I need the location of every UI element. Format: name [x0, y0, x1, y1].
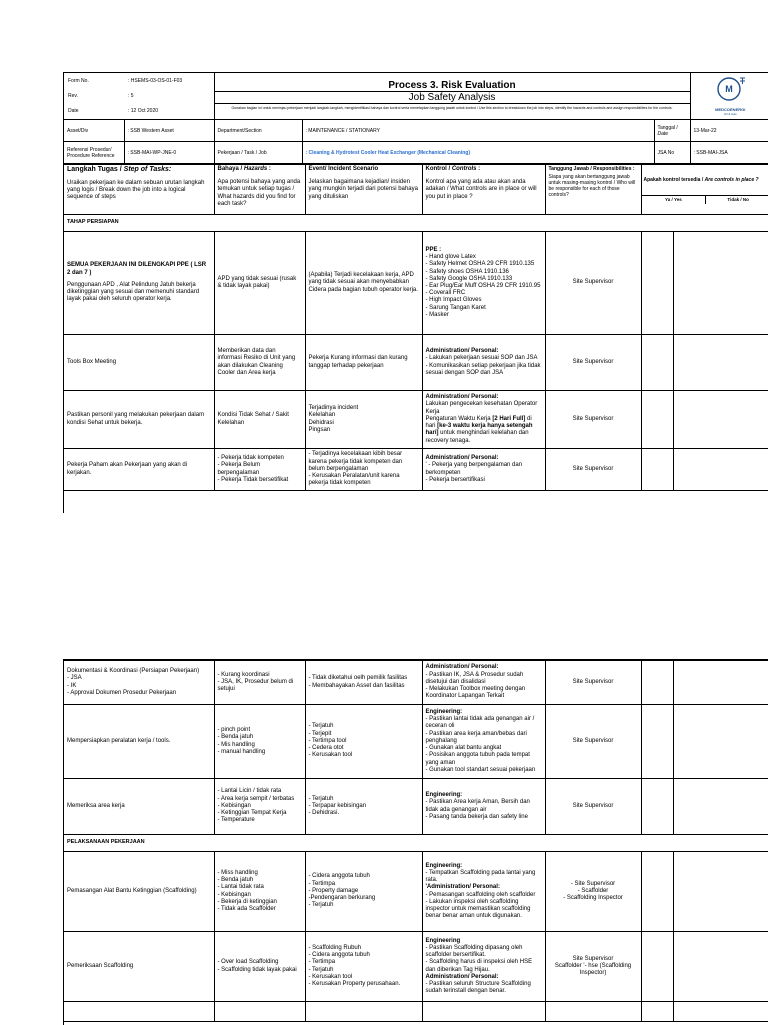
step-cell: Dokumentasi & Koordinasi (Persiapan Pekerjaan) - JSA - IK - Approval Dokumen Prosedur Pekerjaan: [64, 661, 214, 705]
no-cell[interactable]: [673, 661, 768, 705]
date-label: Date: [68, 108, 79, 115]
col-step-header: Langkah Tugas / Step of Tasks: Uraikan pekerjaan ke dalam sebuan urutan langkah yang logis / Break down the job into a logical sequence of steps: [64, 165, 214, 215]
no-cell[interactable]: [673, 1002, 768, 1022]
procedure-ref-label: Referensi Prosedur/ Procedure Reference: [64, 142, 124, 164]
date-field-value: 13-Mar-22: [690, 120, 768, 142]
responsibility-cell: Site Supervisor Scaffolder '- hse (Scaffolding Inspector): [545, 932, 641, 1002]
jsa-table-continued: [64, 660, 768, 1022]
rev-value: : 5: [128, 92, 134, 99]
no-cell[interactable]: [673, 391, 768, 449]
event-cell: Terjadinya incident Kelelahan Dehidrasi Pingsan: [305, 391, 422, 449]
event-cell: (Apabila) Terjadi kecelakaan kerja, APD yang tidak sesuai akan menyebabkan Cidera pada bagian tubuh operator kerja.: [305, 232, 422, 335]
table-row: [64, 705, 768, 779]
jsa-page-1: [63, 72, 768, 513]
yes-cell[interactable]: [641, 335, 673, 391]
task-label: Pekerjaan / Task / Job: [214, 142, 302, 164]
jsa-table: [64, 164, 768, 491]
jsa-no-label: JSA No: [654, 142, 690, 164]
hazard-cell: - Kurang koordinasi - JSA, IK, Prosedur belum di setujui: [214, 661, 305, 705]
yes-cell[interactable]: [641, 449, 673, 491]
hazard-cell: - pinch point - Benda jatuh - Mis handling - manual handling: [214, 705, 305, 779]
responsibility-cell: [545, 1002, 641, 1022]
medco-logo-icon: [712, 76, 748, 102]
control-cell: Engineering: - Pastikan Area kerja Aman, Bersih dan tidak ada genangan air - Pasang tanda bekerja dan safety line: [422, 779, 545, 835]
responsibility-cell: Site Supervisor: [545, 232, 641, 335]
event-cell: - Tidak diketahui oelh pemilik fasilitas - Membahayakan Asset dan fasilitas: [305, 661, 422, 705]
hazard-cell: APD yang tidak sesuai (rusak & tidak layak pakai): [214, 232, 305, 335]
page-description: Gunakan bagian ini untuk meninjau pekerjaan menjadi langkah-langkah, mengidentifikasi bahaya dan kontrol serta menetapkan tanggung jawab untuk kontrol / Use this section to breakdown the job into steps, identify the hazards and controls and assign responsibilities for the controls.: [231, 105, 673, 110]
col-control-header: Kontrol / Controls : Kontrol apa yang ada atau akan anda adakan / What controls are in place or will you put in place ?: [422, 165, 545, 215]
asset-value: : SSB Western Asset: [124, 120, 214, 142]
step-cell: Pemasangan Alat Bantu Ketinggian (Scaffolding): [64, 852, 214, 932]
col-hazard-header: Bahaya / Hazards : Apa potensi bahaya yang anda temukan untuk setiap tugas / What hazards did you find for each task?: [214, 165, 305, 215]
task-value: : Cleaning & Hydrotest Cooler Heat Exchanger (Mechanical Cleaning): [302, 142, 654, 164]
table-row: [64, 661, 768, 705]
no-cell[interactable]: [673, 705, 768, 779]
svg-text:M: M: [725, 84, 733, 94]
event-cell: - Terjatuh - Terpapar kebisingan - Dehidrasi.: [305, 779, 422, 835]
table-row: [64, 391, 768, 449]
responsibility-cell: Site Supervisor: [545, 335, 641, 391]
control-cell: Administration/ Personal: - Lakukan pekerjaan sesuai SOP dan JSA - Komunikasikan setiap pekerjaan jika tidak sesuai dengan SOP dan JSA: [422, 335, 545, 391]
no-cell[interactable]: [673, 232, 768, 335]
yes-cell[interactable]: [641, 852, 673, 932]
jsa-no-value: : SSB-MAI-JSA: [690, 142, 768, 164]
form-no-value: : HSEMS-03-OS-01-F03: [128, 77, 183, 84]
step-cell: Pemeriksaan Scaffolding: [64, 932, 214, 1002]
control-cell: [422, 1002, 545, 1022]
event-cell: - Scaffolding Rubuh - Cidera anggota tubuh - Tertimpa - Terjatuh - Kerusakan tool - Kerusakan Property perusahaan.: [305, 932, 422, 1002]
col-event-header: Event/ Incident Scenario Jelaskan bagaimana kejadian/ insiden yang mungkin terjadi dari potensi bahaya yang dituliskan: [305, 165, 422, 215]
no-cell[interactable]: [673, 852, 768, 932]
responsibility-cell: Site Supervisor: [545, 449, 641, 491]
step-cell: Memeriksa area kerja: [64, 779, 214, 835]
form-header: [64, 73, 768, 119]
asset-label: Asset/Div: [64, 120, 124, 142]
no-cell[interactable]: [673, 932, 768, 1002]
no-header: Tidak / No: [727, 197, 749, 202]
control-cell: Administration/ Personal: - Pastikan IK, JSA & Prosedur sudah disetujui dan disalidasi - Melakukan Toolbox meeting dengan Koordinator Lapangan Terkait: [422, 661, 545, 705]
control-cell: Administration/ Personal: ' - Pekerja yang berpengalaman dan berkompeten - Pekerja bersertifikasi: [422, 449, 545, 491]
page-title: Process 3. Risk Evaluation: [215, 80, 690, 92]
col-control-available-header: Apakah kontrol tersedia / Are controls in place ? Ya / Yes Tidak / No: [641, 165, 768, 215]
control-cell: PPE : - Hand glove Latex - Safety Helmet OSHA 29 CFR 1910.135 - Safety shoes OSHA 1910.136 - Safety Google OSHA 1910.133 - Ear Plug/Ear Muff OSHA 29 CFR 1910.95 - Coverall FRC - High Impact Gloves - Sarung Tangan Karet - Masker: [422, 232, 545, 335]
event-cell: Pekerja Kurang informasi dan kurang tanggap terhadap pekerjaan: [305, 335, 422, 391]
section-title: PELAKSANAAN PEKERJAAN: [64, 835, 768, 852]
hazard-cell: - Pekerja tidak kompeten - Pekerja Belum berpengalaman - Pekerja Tidak bersetifikat: [214, 449, 305, 491]
step-cell: Mempersiapkan peralatan kerja / tools.: [64, 705, 214, 779]
hazard-cell: - Lantai Licin / tidak rata - Area kerja sempit / terbatas - Kebisingan - Ketinggian Tempat Kerja - Temperature: [214, 779, 305, 835]
section-row: [64, 215, 768, 232]
dept-label: Department/Section: [214, 120, 302, 142]
control-cell: Engineering: - Pastikan lantai tidak ada genangan air / ceceran oli - Pastikan area kerja aman/bebas dari penghalang - Gunakan alat bantu angkat - Posisikan anggota tubuh pada tempat yang aman - Gunakan tool standart sesuai pekerjaan: [422, 705, 545, 779]
event-cell: - Terjatuh - Terjepit - Tertimpa tool - Cedera otot - Kerusakan tool: [305, 705, 422, 779]
yes-cell[interactable]: [641, 232, 673, 335]
step-cell: [64, 1002, 214, 1022]
event-cell: - Cidera anggota tubuh - Tertimpa - Property damage -Pendengaran berkurang - Terjatuh: [305, 852, 422, 932]
step-cell: Tools Box Meeting: [64, 335, 214, 391]
yes-header: Ya / Yes: [642, 196, 706, 205]
column-header-row: [64, 165, 768, 215]
dept-value: : MAINTENANCE / STATIONARY: [302, 120, 654, 142]
procedure-ref-value: : SSB-MAI-WP-JNE-0: [124, 142, 214, 164]
table-row: [64, 449, 768, 491]
table-row: [64, 852, 768, 932]
hazard-cell: - Miss handling - Benda jatuh - Lantai tidak rata - Kebisingan - Bekerja di ketinggian - Tidak ada Scaffolder: [214, 852, 305, 932]
responsibility-cell: Site Supervisor: [545, 391, 641, 449]
hazard-cell: [214, 1002, 305, 1022]
responsibility-cell: Site Supervisor: [545, 705, 641, 779]
jsa-page-2: [63, 659, 768, 1025]
company-logo: [690, 73, 768, 119]
yes-cell[interactable]: [641, 661, 673, 705]
step-cell: SEMUA PEKERJAAN INI DILENGKAPI PPE ( LSR 2 dan 7 ) Penggunaan APD , Alat Pelindung Jatuh bekerja diketinggian yang sesuai dan memenuhi standard layak pakai oleh seluruh operator kerja.: [64, 232, 214, 335]
responsibility-cell: - Site Supervisor - Scaffolder - Scaffolding Inspector: [545, 852, 641, 932]
responsibility-cell: Site Supervisor: [545, 779, 641, 835]
control-cell: Administration/ Personal: Lakukan pengecekan kesehatan Operator Kerja Pengaturan Waktu Kerja [2 Hari Full] di hari [ke-3 waktu kerja hanya setengah hari] untuk menghindari kelelahan dan recovery tenaga.: [422, 391, 545, 449]
table-row: [64, 779, 768, 835]
yes-cell[interactable]: [641, 705, 673, 779]
step-cell: Pastikan personil yang melakukan pekerjaan dalam kondisi Sehat untuk bekerja.: [64, 391, 214, 449]
form-no-label: Form No.: [68, 77, 89, 84]
event-cell: [305, 1002, 422, 1022]
hazard-cell: Memberikan data dan informasi Resiko di Unit yang akan dilakukan Cleaning Cooler dan Area kerja: [214, 335, 305, 391]
table-row: [64, 1002, 768, 1022]
no-cell[interactable]: [673, 779, 768, 835]
yes-cell[interactable]: [641, 932, 673, 1002]
section-title: TAHAP PERSIAPAN: [64, 215, 768, 232]
logo-subtext: Oil & Gas: [723, 112, 737, 116]
table-row: [64, 932, 768, 1002]
logo-text: MEDCOENERGI: [715, 107, 746, 112]
section-row: [64, 835, 768, 852]
rev-label: Rev.: [68, 92, 78, 99]
step-cell: Pekerja Paham akan Pekerjaan yang akan di kerjakan.: [64, 449, 214, 491]
table-row: [64, 232, 768, 335]
yes-cell[interactable]: [641, 1002, 673, 1022]
control-cell: Engineering - Pastikan Scaffolding dipasang oleh scaffolder bersertifikat. - Scaffolding harus di inspeksi oleh HSE dan diberikan Tag Hijau. Administration/ Personal: - Pastikan seluruh Structure Scaffolding sudah terinstall dengan benar.: [422, 932, 545, 1002]
col-responsibility-header: Tanggung Jawab / Responsibilities : Siapa yang akan bertanggung jawab untuk masing-masing kontrol / Who will be responsible for each of those controls?: [545, 165, 641, 215]
date-value: : 12 Oct 2020: [128, 108, 159, 115]
hazard-cell: - Over load Scaffolding - Scaffolding tidak layak pakai: [214, 932, 305, 1002]
date-field-label: Tanggal / Date: [654, 120, 690, 142]
event-cell: - Terjadinya kecelakaan kibih besar karena pekerja tidak kompeten dan belum berpengalaman - Kerusakan Peralatan/unit karena pekerja tidak kompeten: [305, 449, 422, 491]
responsibility-cell: Site Supervisor: [545, 661, 641, 705]
table-row: [64, 335, 768, 391]
yes-cell[interactable]: [641, 779, 673, 835]
control-cell: Engineering: - Tempatkan Scaffolding pada lantai yang rata. 'Administration/ Personal: - Pemasangan scaffolding oleh scaffolder - Lakukan inspeksi oleh scaffolding inspector untuk memastikan scaffolding benar benar aman untuk digunakan.: [422, 852, 545, 932]
no-cell[interactable]: [673, 449, 768, 491]
page-subtitle: Job Safety Analysis: [215, 92, 690, 104]
hazard-cell: Kondisi Tidak Sehat / Sakit Kelelahan: [214, 391, 305, 449]
yes-cell[interactable]: [641, 391, 673, 449]
info-table: [64, 119, 768, 164]
no-cell[interactable]: [673, 335, 768, 391]
